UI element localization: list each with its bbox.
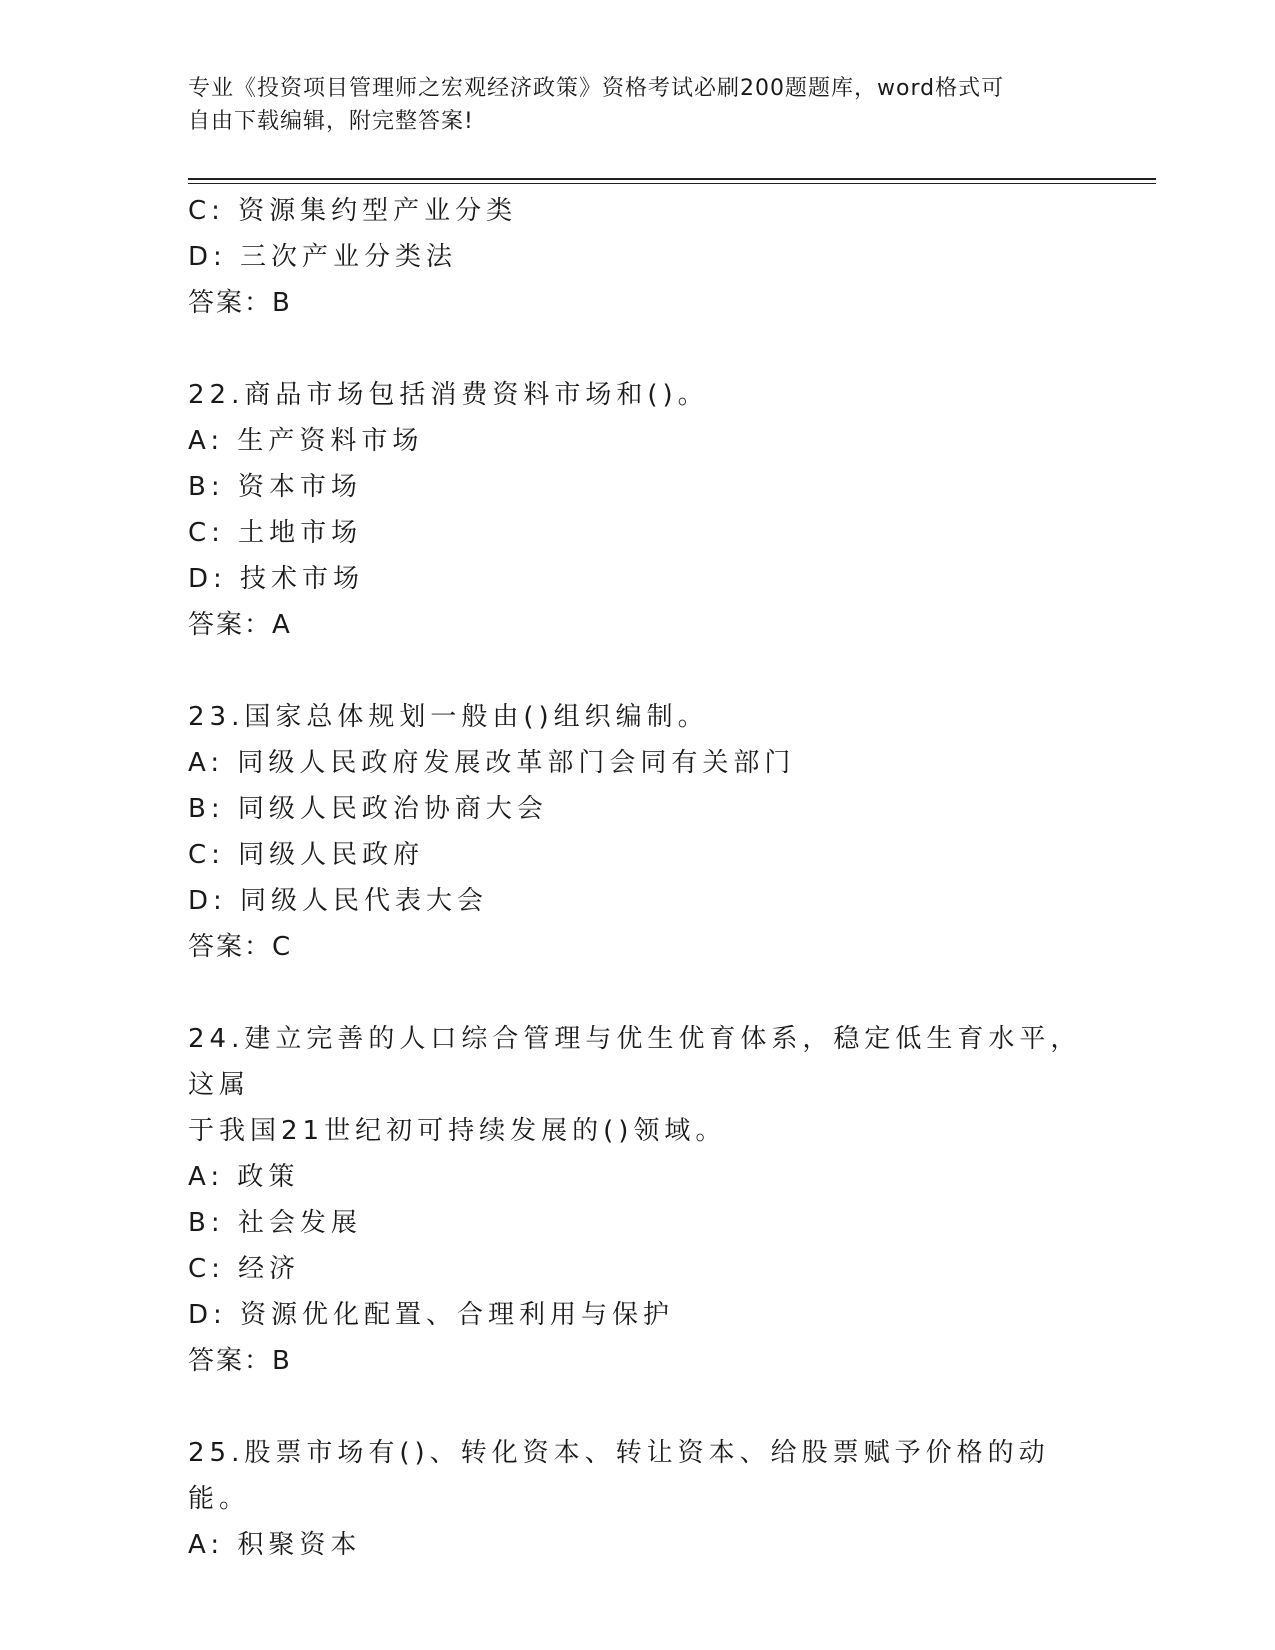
spacer [188,648,1088,694]
option-c: C: 土地市场 [188,518,363,548]
option-d: D: 资源优化配置、合理利用与保护 [188,1300,675,1330]
option-b: B: 社会发展 [188,1208,362,1238]
option-a: A: 生产资料市场 [188,426,424,456]
question-block-24 [188,1016,1088,1384]
answer-text: 答案：B [188,1346,292,1376]
option-a: A: 同级人民政府发展改革部门会同有关部门 [188,748,796,778]
answer-text: 答案：C [188,932,293,962]
question-text: 22.商品市场包括消费资料市场和()。 [188,380,709,410]
header-divider-thick [188,178,1156,180]
option-d: D: 三次产业分类法 [188,242,458,272]
option-b: B: 同级人民政治协商大会 [188,794,548,824]
question-text-line-1: 24.建立完善的人口综合管理与优生优育体系，稳定低生育水平，这属 [188,1024,1082,1100]
spacer [188,326,1088,372]
question-block-25 [188,1430,1088,1568]
answer-text: 答案：A [188,610,292,640]
question-list [188,188,1088,1568]
answer-text: 答案：B [188,288,292,318]
question-text: 23.国家总体规划一般由()组织编制。 [188,702,709,732]
question-text-line-2: 于我国21世纪初可持续发展的()领域。 [188,1116,727,1146]
option-a: A: 政策 [188,1162,300,1192]
header-line-1: 专业《投资项目管理师之宏观经济政策》资格考试必刷200题题库，word格式可 [188,76,1005,101]
option-d: D: 同级人民代表大会 [188,886,489,916]
option-c: C: 资源集约型产业分类 [188,196,518,226]
question-text: 25.股票市场有()、转化资本、转让资本、给股票赋予价格的动能。 [188,1438,1050,1514]
spacer [188,970,1088,1016]
option-d: D: 技术市场 [188,564,365,594]
document-header [188,72,1088,138]
question-block-23 [188,694,1088,970]
option-b: B: 资本市场 [188,472,362,502]
spacer [188,1384,1088,1430]
option-c: C: 经济 [188,1254,301,1284]
header-divider-thin [188,183,1156,184]
option-a: A: 积聚资本 [188,1530,362,1560]
header-line-2: 自由下载编辑，附完整答案! [188,109,474,134]
question-block-22 [188,372,1088,648]
option-c: C: 同级人民政府 [188,840,425,870]
question-block-prev [188,188,1088,326]
